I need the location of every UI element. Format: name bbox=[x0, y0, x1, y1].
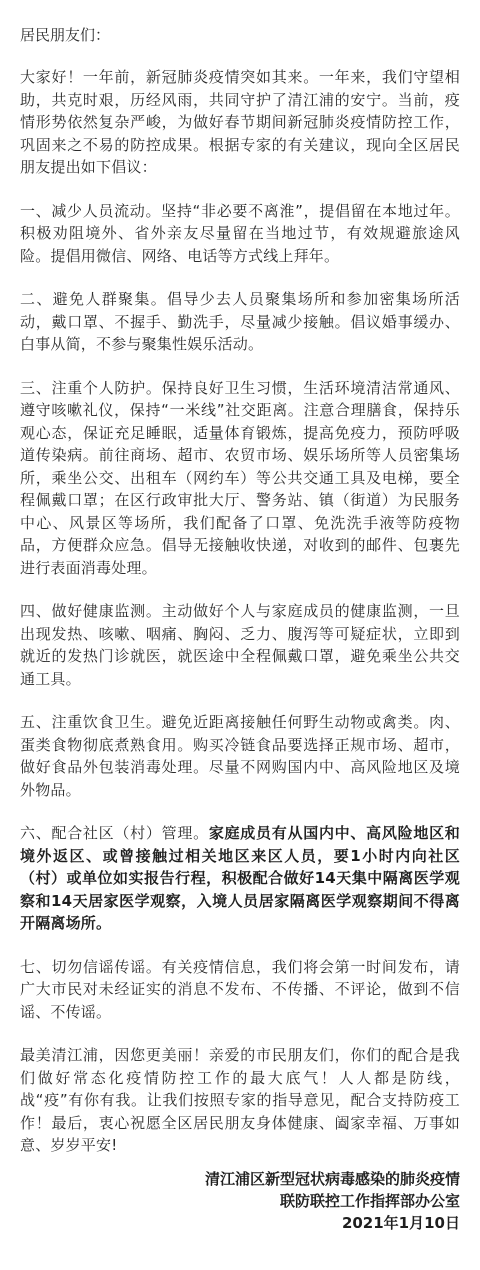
closing-paragraph: 最美清江浦，因您更美丽！亲爱的市民朋友们，你们的配合是我们做好常态化疫情防控工作的最大底气！人人都是防线，战“疫”有你有我。让我们按照专家的指导意见，配合支持防疫工作！最后，衷心祝愿全区居民朋友身体健康、阖家幸福、万事如意、岁岁平安! bbox=[20, 1046, 460, 1154]
item-personal-protection: 三、注重个人防护。保持良好卫生习惯，生活环境清洁常通风、遵守咳嗽礼仪，保持“一米线”社交距离。注意合理膳食，保持乐观心态，保证充足睡眠，适量体育锻炼，提高免疫力，预防呼吸道传染病。前往商场、超市、农贸市场、娱乐场所等人员密集场所，乘坐公交、出租车（网约车）等公共交通工具及电梯，要全程佩戴口罩；在区行政审批大厅、警务站、镇（街道）为民服务中心、风景区等场所，我们配备了口罩、免洗洗手液等防疫物品，方便群众应急。倡导无接触收快递，对收到的邮件、包裹先进行表面消毒处理。 bbox=[20, 378, 460, 577]
signature-line-2: 联防联控工作指挥部办公室 bbox=[279, 1192, 460, 1210]
signature-line-1: 清江浦区新型冠状病毒感染的肺炎疫情 bbox=[204, 1170, 460, 1188]
letter-greeting: 居民朋友们： bbox=[20, 26, 111, 44]
intro-paragraph: 大家好！一年前，新冠肺炎疫情突如其来。一年来，我们守望相助，共克时艰，历经风雨，共同守护了清江浦的安宁。当前，疫情形势依然复杂严峻，为做好春节期间新冠肺炎疫情防控工作，巩固来之不易的防控成果。根据专家的有关建议，现向全区居民朋友提出如下倡议： bbox=[20, 68, 460, 176]
item6-bold-text: 家庭成员有从国内中、高风险地区和境外返区、或曾接触过相关地区来区人员，要1小时内向社区（村）或单位如实报告行程，积极配合做好14天集中隔离医学观察和14天居家医学观察，入境人员居家隔离医学观察期间不得离开隔离场所。 bbox=[20, 824, 461, 932]
item-no-rumors: 七、切勿信谣传谣。有关疫情信息，我们将会第一时间发布，请广大市民对未经证实的消息不发布、不传播、不评论，做到不信谣、不传谣。 bbox=[20, 957, 460, 1021]
item-reduce-mobility: 一、减少人员流动。坚持“非必要不离淮”，提倡留在本地过年。积极劝阻境外、省外亲友尽量留在当地过节，有效规避旅途风险。提倡用微信、网络、电话等方式线上拜年。 bbox=[20, 201, 460, 265]
item6-lead: 六、配合社区（村）管理。 bbox=[20, 824, 209, 842]
signature-date: 2021年1月10日 bbox=[341, 1214, 460, 1232]
item-avoid-gatherings: 二、避免人群聚集。倡导少去人员聚集场所和参加密集场所活动，戴口罩、不握手、勤洗手，尽量减少接触。倡议婚事缓办、白事从简，不参与聚集性娱乐活动。 bbox=[20, 290, 460, 353]
signature-block bbox=[205, 1168, 460, 1234]
item-community-management bbox=[20, 822, 460, 935]
item-health-monitoring: 四、做好健康监测。主动做好个人与家庭成员的健康监测，一旦出现发热、咳嗽、咽痛、胸闷、乏力、腹泻等可疑症状，立即到就近的发热门诊就医，就医途中全程佩戴口罩，避免乘坐公共交通工具。 bbox=[20, 602, 460, 688]
item-food-hygiene: 五、注重饮食卫生。避免近距离接触任何野生动物或禽类。肉、蛋类食物彻底煮熟食用。购买冷链食品要选择正规市场、超市，做好食品外包装消毒处理。尽量不网购国内中、高风险地区及境外物品。 bbox=[20, 713, 460, 799]
